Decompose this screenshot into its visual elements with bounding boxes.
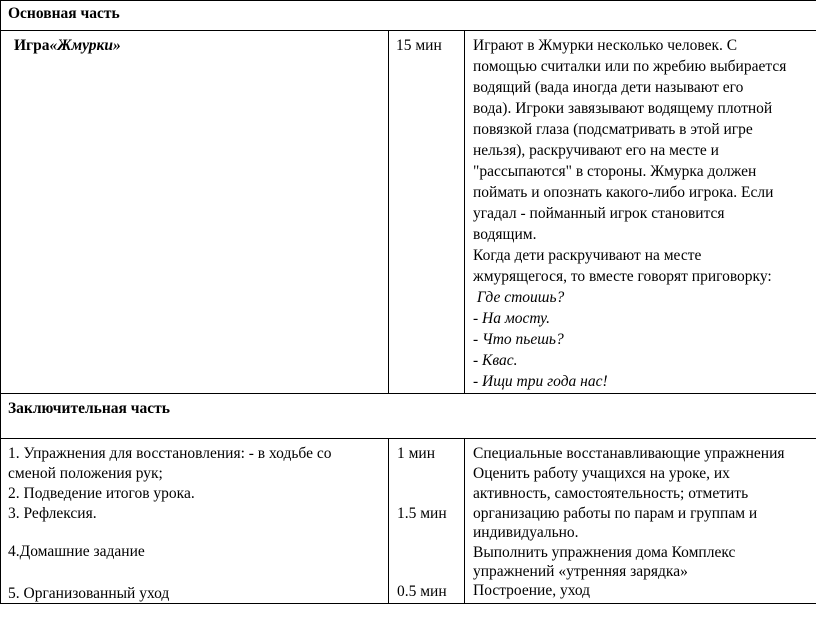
description-line: жмурящегося, то вместе говорят приговорку: (473, 268, 772, 285)
activity-duration: 1.5 мин (397, 505, 447, 522)
column-divider-left-edge (0, 0, 1, 604)
activity-item: 3. Рефлексия. (8, 505, 97, 522)
activity-note: организацию работы по парам и группам и (473, 505, 758, 522)
activity-note: упражнений «утренняя зарядка» (473, 563, 688, 580)
description-line: Играют в Жмурки несколько человек. С (473, 37, 738, 54)
row-divider-final-header (0, 393, 816, 394)
activity-item: 4.Домашние задание (8, 543, 145, 560)
activity-item: сменой положения рук; (8, 465, 163, 482)
game-duration: 15 мин (396, 37, 442, 54)
activity-duration: 1 мин (397, 445, 436, 462)
description-line: повязкой глаза (подсматривать в этой игре (473, 121, 753, 138)
activity-item: 1. Упражнения для восстановления: - в ходьбе со (8, 445, 332, 462)
rhyme-line: Где стоишь? (473, 289, 565, 306)
activity-item: 2. Подведение итогов урока. (8, 485, 195, 502)
game-title-name: «Жмурки» (49, 37, 121, 54)
row-divider-main-header (0, 30, 816, 31)
activity-note: Построение, уход (473, 582, 591, 599)
description-line: угадал - пойманный игрок становится (473, 205, 725, 222)
row-divider-final-body (0, 438, 816, 439)
description-line: "рассыпаются" в стороны. Жмурка должен (473, 163, 757, 180)
description-line: вода). Игроки завязывают водящему плотной (473, 100, 773, 117)
column-divider-2-final (464, 438, 465, 604)
activity-note: Выполнить упражнения дома Комплекс (473, 544, 736, 561)
description-line: водящий (вада иногда дети называют его (473, 79, 744, 96)
description-line: помощью считалки или по жребию выбирается (473, 58, 787, 75)
main-section-header: Основная часть (8, 5, 120, 22)
table-top-border (0, 0, 816, 1)
column-divider-1-final (388, 438, 389, 604)
final-section-header: Заключительная часть (8, 400, 170, 417)
game-title (14, 35, 121, 56)
activity-note: индивидуально. (473, 524, 579, 541)
activity-note: Специальные восстанавливающие упражнения (473, 445, 785, 462)
activity-note: Оценить работу учащихся на уроке, их (473, 465, 730, 482)
column-divider-2-main (464, 30, 465, 394)
rhyme-line: - На мосту. (473, 310, 550, 327)
game-title-prefix: Игра (14, 37, 50, 54)
column-divider-1-main (388, 30, 389, 394)
description-line: поймать и опознать какого-либо игрока. Если (473, 184, 774, 201)
activity-duration: 0.5 мин (397, 583, 447, 600)
activity-item: 5. Организованный уход (8, 585, 170, 602)
rhyme-line: - Квас. (473, 352, 518, 369)
rhyme-line: - Ищи три года нас! (473, 373, 608, 390)
description-line: Когда дети раскручивают на месте (473, 247, 702, 264)
description-line: нельзя), раскручивают его на месте и (473, 142, 719, 159)
activity-note: активность, самостоятельность; отметить (473, 485, 749, 502)
game-description (473, 35, 786, 392)
rhyme-line: - Что пьешь? (473, 331, 564, 348)
description-line: водящим. (473, 226, 537, 243)
